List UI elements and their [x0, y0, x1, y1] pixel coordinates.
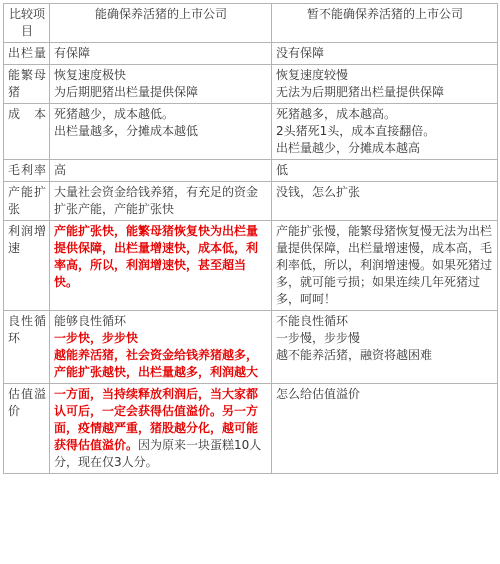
cell-text: 能够良性循环	[54, 314, 127, 328]
cell-text: 不能良性循环	[276, 314, 349, 328]
able-cell	[50, 384, 272, 474]
cell-text: 死猪越少，成本越低。	[54, 107, 175, 121]
cell-text: 一步慢，步步慢	[276, 331, 361, 345]
unable-cell	[272, 182, 498, 221]
cell-text: 为后期肥猪出栏量提供保障	[54, 85, 199, 99]
able-cell	[50, 160, 272, 182]
row-label: 毛利率	[4, 160, 50, 182]
cell-text: 产能扩张慢，能繁母猪恢复慢无法为出栏量提供保障，出栏量增速慢，成本高，毛利率低，所以，利润增速慢。如果死猪过多，就可能亏损；如果连续几年死猪过多，呵呵！	[276, 224, 493, 306]
unable-cell	[272, 104, 498, 160]
highlight-text: 产能扩张快，能繁母猪恢复快为出栏量提供保障，出栏量增速快，成本低，利率高，所以，利润增速快，甚至超当快。	[54, 224, 259, 289]
row-label: 产能扩张	[4, 182, 50, 221]
cell-text: 没钱，怎么扩张	[276, 185, 361, 199]
table-row	[4, 182, 498, 221]
highlight-text: 一方面，当持续释放利润后，当大家都认可后，一定会获得估值溢价。另一方面，疫情越严重，猪股越分化，越可能获得估值溢价。	[54, 387, 259, 452]
row-label: 估值溢价	[4, 384, 50, 474]
highlight-text: 越能养活猪，社会资金给钱养猪越多，产能扩张越快，出栏量越多，利润越大	[54, 348, 259, 379]
able-cell	[50, 104, 272, 160]
cell-text: 怎么给估值溢价	[276, 387, 361, 401]
able-cell	[50, 311, 272, 384]
table-row	[4, 221, 498, 311]
cell-text: 高	[54, 163, 67, 177]
header-unable: 暂不能确保养活猪的上市公司	[272, 4, 498, 43]
cell-text: 有保障	[54, 46, 91, 60]
cell-text: 恢复速度较慢	[276, 68, 349, 82]
header-able: 能确保养活猪的上市公司	[50, 4, 272, 43]
cell-text: 低	[276, 163, 289, 177]
cell-text: 没有保障	[276, 46, 325, 60]
cell-text: 越不能养活猪，融资将越困难	[276, 348, 433, 362]
cell-text: 因为原来一块蛋糕10人分，现在仅3人分。	[54, 438, 262, 469]
able-cell	[50, 65, 272, 104]
cell-text: 恢复速度极快	[54, 68, 127, 82]
header-row	[4, 4, 498, 43]
cell-text: 死猪越多，成本越高。	[276, 107, 397, 121]
row-label: 成本	[4, 104, 50, 160]
table-row	[4, 160, 498, 182]
cell-text: 出栏量越少，分摊成本越高	[276, 141, 421, 155]
table-row	[4, 65, 498, 104]
row-label: 能繁母猪	[4, 65, 50, 104]
able-cell	[50, 43, 272, 65]
header-item: 比较项目	[4, 4, 50, 43]
unable-cell	[272, 160, 498, 182]
row-label: 出栏量	[4, 43, 50, 65]
able-cell	[50, 221, 272, 311]
cell-text: 大量社会资金给钱养猪，有充足的资金扩张产能，产能扩张快	[54, 185, 259, 216]
unable-cell	[272, 384, 498, 474]
cell-text: 无法为后期肥猪出栏量提供保障	[276, 85, 445, 99]
cell-text: 2头猪死1头，成本直接翻倍。	[276, 124, 436, 138]
table-row	[4, 43, 498, 65]
unable-cell	[272, 65, 498, 104]
table-row	[4, 104, 498, 160]
row-label: 利润增速	[4, 221, 50, 311]
table-row	[4, 384, 498, 474]
comparison-table	[3, 3, 498, 474]
able-cell	[50, 182, 272, 221]
unable-cell	[272, 43, 498, 65]
unable-cell	[272, 311, 498, 384]
table-row	[4, 311, 498, 384]
row-label: 良性循环	[4, 311, 50, 384]
unable-cell	[272, 221, 498, 311]
cell-text: 出栏量越多，分摊成本越低	[54, 124, 199, 138]
highlight-text: 一步快，步步快	[54, 331, 139, 345]
